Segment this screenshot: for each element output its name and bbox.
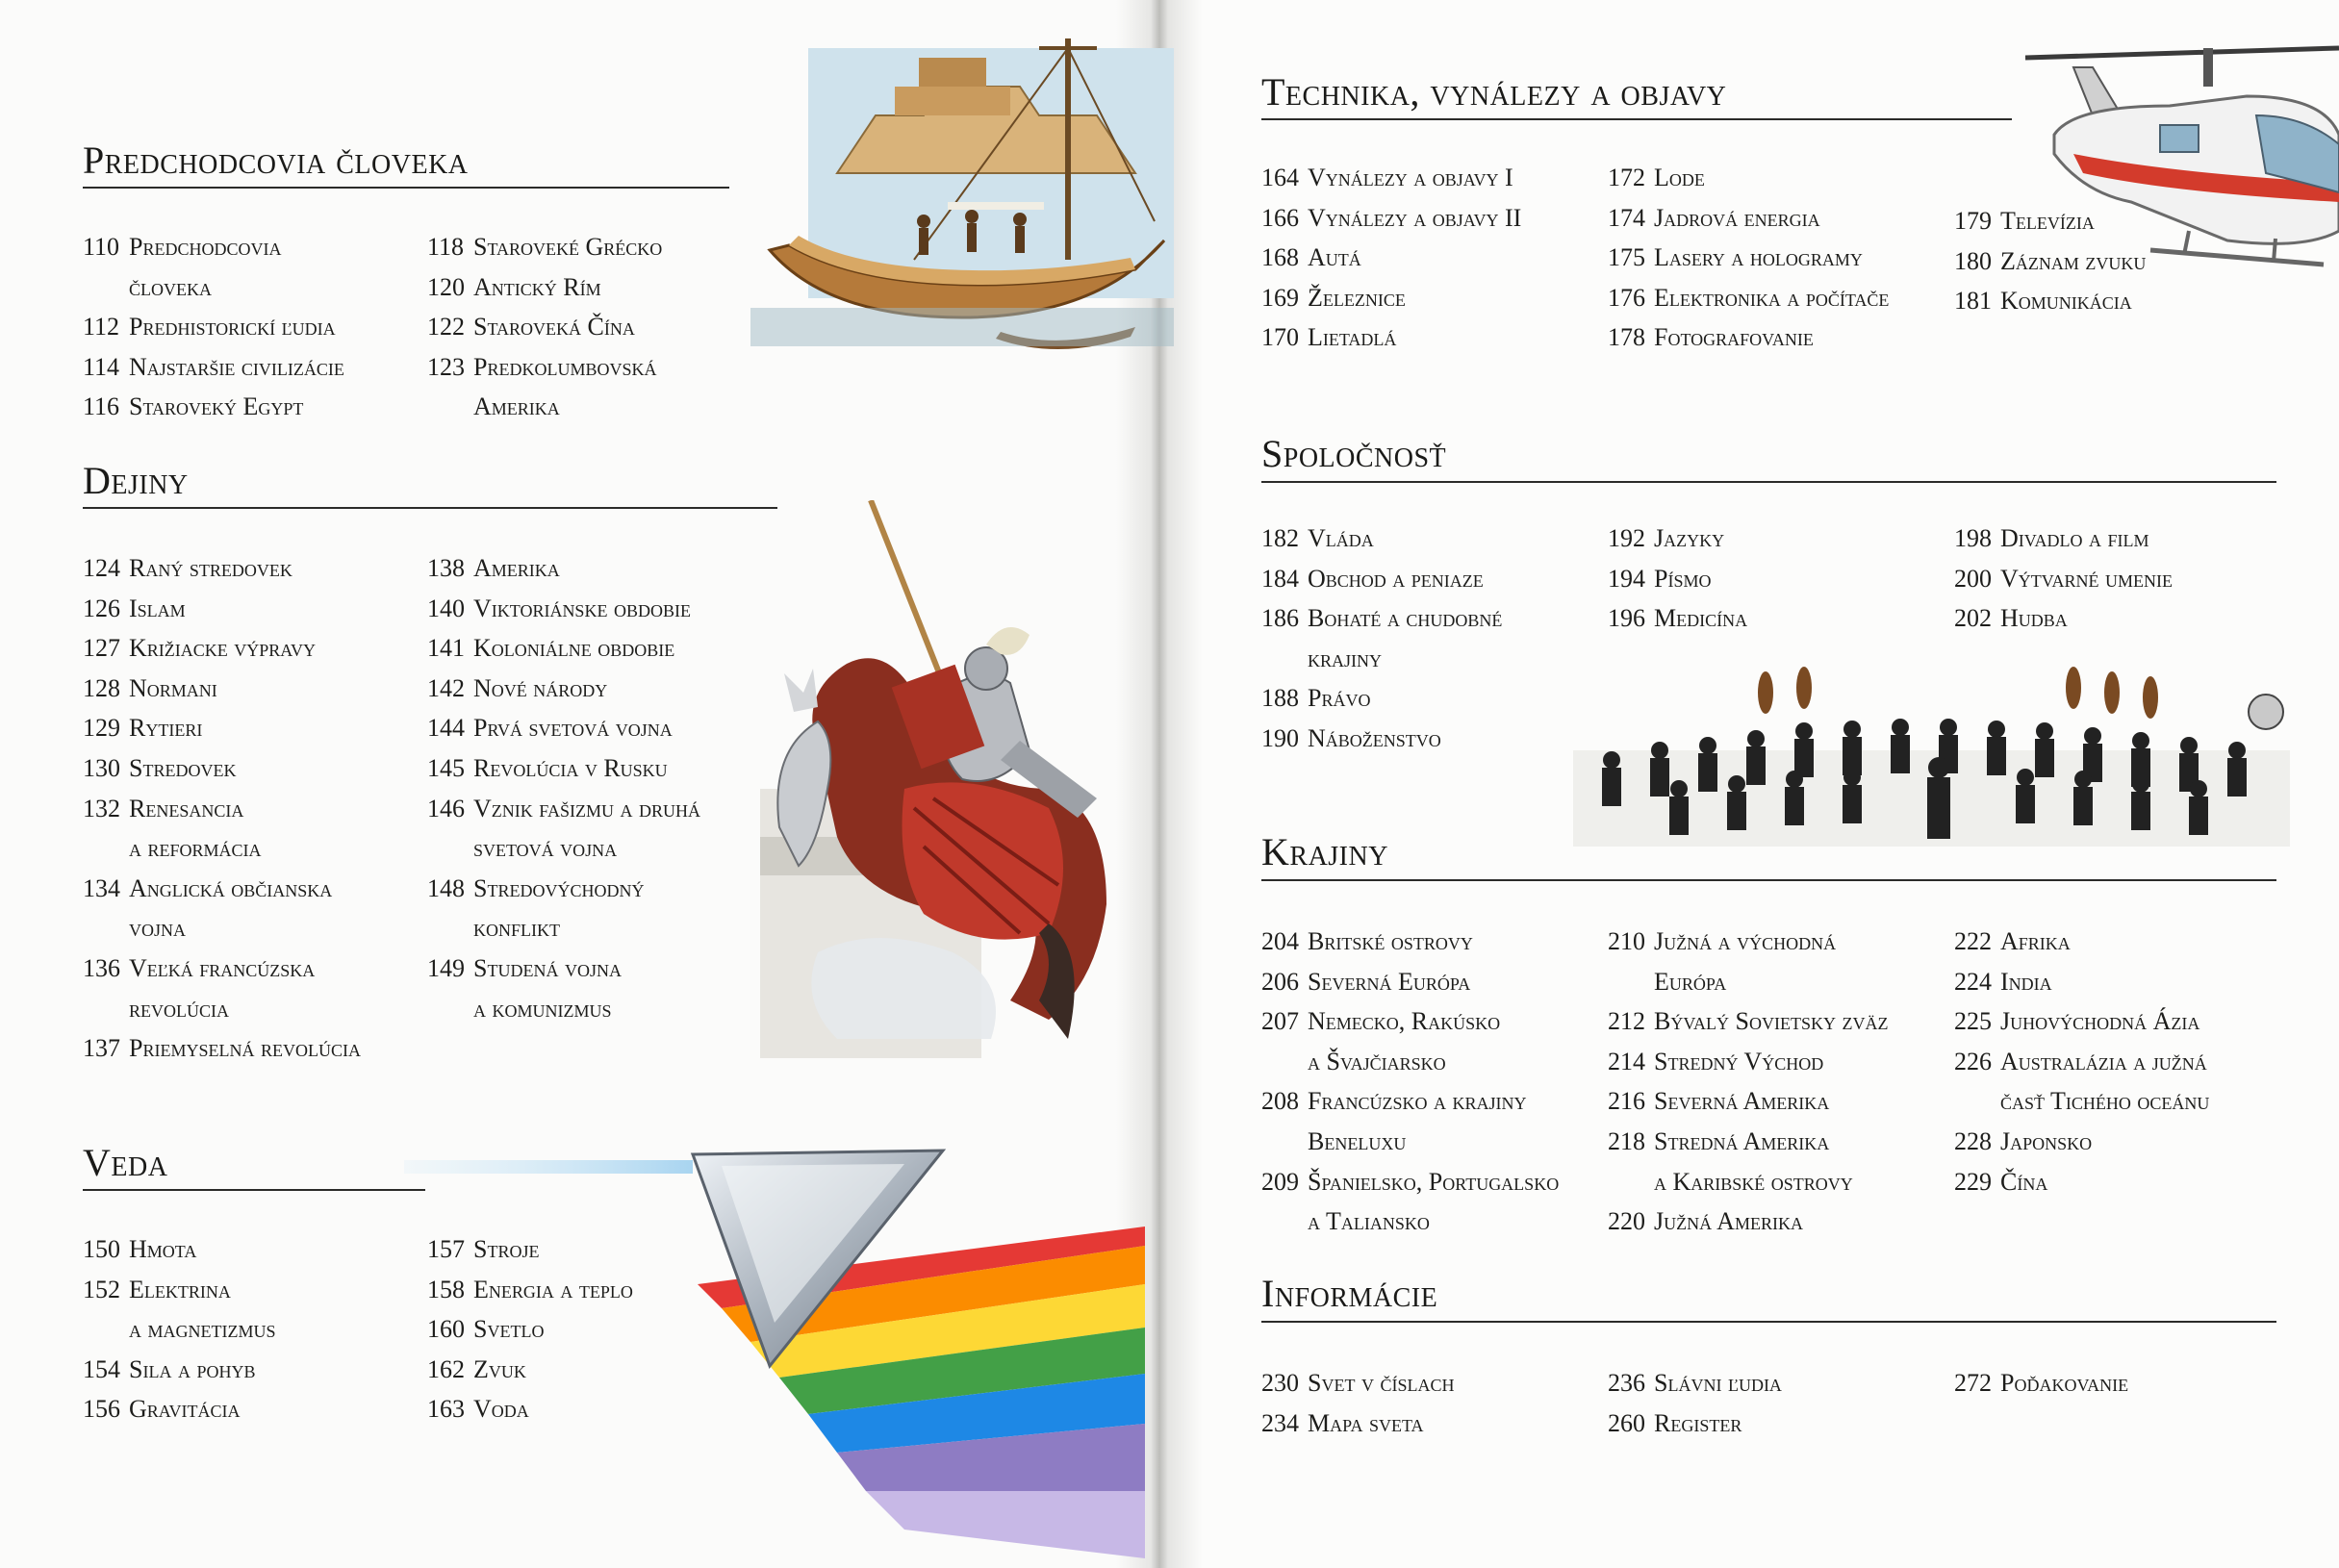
entry-title: Koloniálne obdobie	[473, 634, 675, 663]
page-number: 230	[1261, 1369, 1299, 1397]
page-number: 214	[1608, 1047, 1645, 1075]
toc-entry	[1261, 719, 1502, 759]
entry-title: Staroveké Grécko	[473, 233, 663, 261]
entry-title: Zvuk	[473, 1354, 526, 1383]
page-number: 209	[1261, 1167, 1299, 1196]
section-rule	[1261, 879, 2276, 881]
toc-entry	[83, 1270, 276, 1350]
page-number: 226	[1954, 1047, 1992, 1075]
toc-entry	[1608, 922, 1888, 1001]
toc-column	[1954, 922, 2209, 1201]
page-number: 210	[1608, 927, 1645, 955]
page-number: 260	[1608, 1408, 1645, 1437]
page-number: 196	[1608, 604, 1645, 633]
entry-title: Náboženstvo	[1308, 723, 1441, 752]
section-heading-veda: Veda	[83, 1141, 168, 1184]
page-number: 168	[1261, 243, 1299, 272]
section-rule	[1261, 118, 2012, 120]
page-number: 170	[1261, 323, 1299, 352]
toc-column	[1261, 518, 1502, 759]
entry-title: Afrika	[2000, 927, 2071, 955]
page-number: 222	[1954, 927, 1992, 955]
entry-title: Mapa sveta	[1308, 1408, 1424, 1437]
page-number: 202	[1954, 604, 1992, 633]
entry-title: Veľká francúzska revolúcia	[129, 953, 316, 1023]
page-number: 180	[1954, 246, 1992, 275]
toc-entry	[427, 948, 700, 1028]
entry-title: Vynálezy a objavy I	[1308, 164, 1513, 191]
entry-title: Predhistorickí ľudia	[129, 313, 336, 341]
toc-entry	[83, 748, 361, 789]
page-number: 212	[1608, 1007, 1645, 1036]
page-number: 132	[83, 794, 120, 822]
entry-title: Sila a pohyb	[129, 1354, 256, 1383]
entry-title: Staroveká Čína	[473, 313, 635, 341]
entry-title: Stredovýchodný konflikt	[473, 873, 645, 943]
page-number: 172	[1608, 164, 1645, 191]
entry-title: Rytieri	[129, 714, 203, 743]
entry-title: Stredný Východ	[1654, 1047, 1824, 1075]
page-number: 174	[1608, 203, 1645, 232]
entry-title: Register	[1654, 1408, 1742, 1437]
page-number: 152	[83, 1275, 120, 1303]
toc-entry	[1608, 1081, 1888, 1122]
entry-title: Predchodcovia človeka	[129, 233, 282, 301]
entry-title: Prvá svetová vojna	[473, 714, 673, 743]
page-number: 188	[1261, 684, 1299, 713]
entry-title: Amerika	[473, 554, 560, 582]
entry-title: Predkolumbovská Amerika	[473, 352, 657, 421]
knight-illustration	[760, 500, 1145, 1058]
entry-title: Vláda	[1308, 524, 1374, 552]
toc-entry	[83, 1389, 276, 1429]
toc-entry	[83, 1350, 276, 1390]
toc-column	[1261, 1363, 1454, 1443]
page-number: 164	[1261, 164, 1299, 191]
section-heading-krajiny: Krajiny	[1261, 830, 1388, 873]
entry-title: Medicína	[1654, 604, 1748, 633]
section-rule	[83, 1189, 425, 1191]
entry-title: Záznam zvuku	[2000, 246, 2147, 275]
page-number: 129	[83, 714, 120, 743]
toc-entry	[427, 708, 700, 748]
toc-entry	[427, 548, 700, 589]
page-number: 149	[427, 953, 465, 982]
toc-entry	[427, 347, 662, 427]
toc-column	[427, 548, 700, 1028]
page-number: 136	[83, 953, 120, 982]
toc-entry	[427, 589, 700, 629]
toc-entry	[1954, 559, 2173, 599]
toc-column	[83, 548, 361, 1069]
toc-entry	[1954, 518, 2173, 559]
page-number: 146	[427, 794, 465, 822]
entry-title: Hudba	[2000, 604, 2068, 633]
page-number: 114	[83, 352, 120, 381]
toc-entry	[83, 948, 361, 1028]
toc-entry	[83, 1028, 361, 1069]
entry-title: Elektronika a počítače	[1654, 283, 1890, 312]
entry-title: Svet v číslach	[1308, 1369, 1455, 1397]
toc-entry	[427, 789, 700, 869]
entry-title: Lode	[1654, 164, 1705, 191]
toc-entry	[427, 748, 700, 789]
toc-entry	[1954, 1363, 2128, 1404]
page-number: 142	[427, 673, 465, 702]
toc-entry	[1608, 278, 1889, 318]
page-number: 127	[83, 634, 120, 663]
page-number: 130	[83, 753, 120, 782]
toc-entry	[1954, 598, 2173, 639]
page-number: 234	[1261, 1408, 1299, 1437]
toc-column	[1608, 158, 1889, 358]
entry-title: Japonsko	[2000, 1126, 2093, 1155]
page-number: 190	[1261, 723, 1299, 752]
toc-entry	[83, 1229, 276, 1270]
page-number: 194	[1608, 564, 1645, 593]
page-number: 204	[1261, 927, 1299, 955]
page-number: 150	[83, 1235, 120, 1263]
page-number: 141	[427, 634, 465, 663]
page-number: 128	[83, 673, 120, 702]
entry-title: Staroveký Egypt	[129, 392, 304, 421]
toc-entry	[1261, 518, 1502, 559]
entry-title: Lasery a hologramy	[1654, 243, 1863, 272]
page-number: 112	[83, 313, 120, 341]
entry-title: Voda	[473, 1395, 529, 1424]
entry-title: Revolúcia v Rusku	[473, 753, 668, 782]
entry-title: Južná Amerika	[1654, 1207, 1803, 1236]
toc-entry	[1261, 158, 1521, 198]
entry-title: Gravitácia	[129, 1395, 241, 1424]
page-number: 157	[427, 1235, 465, 1263]
entry-title: Komunikácia	[2000, 287, 2132, 316]
toc-entry	[1608, 317, 1889, 358]
toc-entry	[427, 669, 700, 709]
page-number: 216	[1608, 1087, 1645, 1116]
entry-title: Elektrina a magnetizmus	[129, 1275, 276, 1344]
page-number: 124	[83, 554, 120, 582]
toc-entry	[1954, 922, 2209, 962]
page-number: 138	[427, 554, 465, 582]
entry-title: Obchod a peniaze	[1308, 564, 1484, 593]
entry-title: Raný stredovek	[129, 554, 292, 582]
entry-title: Slávni ľudia	[1654, 1369, 1782, 1397]
entry-title: Renesancia a reformácia	[129, 794, 262, 863]
entry-title: Nové národy	[473, 673, 608, 702]
toc-entry	[83, 387, 344, 427]
page-number: 200	[1954, 564, 1992, 593]
toc-column	[1608, 922, 1888, 1242]
toc-entry	[1954, 281, 2146, 321]
section-heading-predchodcovia: Predchodcovia človeka	[83, 139, 469, 182]
toc-entry	[427, 267, 662, 308]
entry-title: Železnice	[1308, 283, 1406, 312]
toc-column	[427, 227, 662, 427]
page-number: 166	[1261, 203, 1299, 232]
entry-title: Normani	[129, 673, 217, 702]
toc-column	[1261, 158, 1521, 358]
page-number: 163	[427, 1395, 465, 1424]
page-number: 181	[1954, 287, 1992, 316]
toc-entry	[427, 628, 700, 669]
entry-title: India	[2000, 967, 2052, 996]
entry-title: Jadrová energia	[1654, 203, 1820, 232]
entry-title: Vznik fašizmu a druhá svetová vojna	[473, 794, 700, 863]
toc-entry	[1608, 598, 1747, 639]
page-number: 122	[427, 313, 465, 341]
toc-entry	[83, 789, 361, 869]
entry-title: Severná Európa	[1308, 967, 1471, 996]
entry-title: Južná a východná Európa	[1654, 927, 1837, 996]
toc-entry	[1261, 238, 1521, 278]
orchestra-illustration	[1573, 654, 2290, 847]
page-number: 175	[1608, 243, 1645, 272]
page-number: 169	[1261, 283, 1299, 312]
toc-entry	[427, 227, 662, 267]
toc-column	[83, 227, 344, 427]
toc-entry	[1954, 1122, 2209, 1162]
page-number: 158	[427, 1275, 465, 1303]
page-number: 228	[1954, 1126, 1992, 1155]
page-number: 137	[83, 1034, 120, 1063]
toc-column	[1954, 518, 2173, 639]
entry-title: Priemyselná revolúcia	[129, 1034, 361, 1063]
toc-entry	[1608, 1201, 1888, 1242]
page-number: 145	[427, 753, 465, 782]
toc-entry	[1608, 198, 1889, 239]
toc-entry	[1261, 317, 1521, 358]
entry-title: Poďakovanie	[2000, 1369, 2129, 1397]
entry-title: Hmota	[129, 1235, 197, 1263]
entry-title: Francúzsko a krajiny Beneluxu	[1308, 1087, 1527, 1155]
toc-entry	[1608, 238, 1889, 278]
toc-entry	[1261, 962, 1559, 1002]
toc-entry	[1261, 1081, 1559, 1161]
toc-entry	[1608, 559, 1747, 599]
toc-column	[1608, 518, 1747, 639]
section-rule	[1261, 1321, 2276, 1323]
page-number: 154	[83, 1354, 120, 1383]
section-heading-technika: Technika, vynálezy a objavy	[1261, 70, 1727, 114]
entry-title: Stredovek	[129, 753, 237, 782]
toc-entry	[83, 548, 361, 589]
section-rule	[83, 187, 729, 189]
toc-entry	[1954, 1042, 2209, 1122]
page-number: 236	[1608, 1369, 1645, 1397]
toc-entry	[1608, 518, 1747, 559]
entry-title: Písmo	[1654, 564, 1712, 593]
page-number: 123	[427, 352, 465, 381]
page-number: 176	[1608, 283, 1645, 312]
ancient-ship-illustration	[750, 29, 1174, 366]
page-number: 198	[1954, 524, 1992, 552]
toc-entry	[1261, 1363, 1454, 1404]
toc-entry	[83, 628, 361, 669]
entry-title: Svetlo	[473, 1315, 545, 1344]
helicopter-illustration	[2016, 10, 2339, 269]
entry-title: Bývalý Sovietsky zväz	[1654, 1007, 1889, 1036]
page-number: 207	[1261, 1007, 1299, 1036]
page-number: 118	[427, 233, 465, 261]
page-number: 229	[1954, 1167, 1992, 1196]
entry-title: Autá	[1308, 243, 1361, 272]
toc-entry	[83, 227, 344, 307]
entry-title: Viktoriánske obdobie	[473, 594, 691, 622]
page-number: 110	[83, 233, 120, 261]
prism-spectrum-illustration	[404, 1106, 1155, 1568]
page-number: 225	[1954, 1007, 1992, 1036]
toc-entry	[1261, 1162, 1559, 1242]
toc-entry	[1261, 278, 1521, 318]
entry-title: Nemecko, Rakúsko a Švajčiarsko	[1308, 1007, 1501, 1075]
entry-title: Stroje	[473, 1235, 540, 1263]
toc-column	[1261, 922, 1559, 1242]
toc-entry	[1261, 598, 1502, 678]
toc-column	[1608, 1363, 1782, 1443]
entry-title: Križiacke výpravy	[129, 634, 316, 663]
toc-column	[83, 1229, 276, 1429]
entry-title: Vynálezy a objavy II	[1308, 203, 1522, 232]
toc-entry	[427, 307, 662, 347]
entry-title: Lietadlá	[1308, 323, 1397, 352]
toc-entry	[1261, 1001, 1559, 1081]
page-number: 178	[1608, 323, 1645, 352]
entry-title: Jazyky	[1654, 524, 1725, 552]
toc-entry	[1954, 1162, 2209, 1202]
toc-entry	[1608, 158, 1889, 198]
entry-title: Bohaté a chudobné krajiny	[1308, 604, 1503, 672]
entry-title: Islam	[129, 594, 186, 622]
toc-entry	[83, 307, 344, 347]
entry-title: Fotografovanie	[1654, 323, 1814, 352]
entry-title: Stredná Amerika a Karibské ostrovy	[1654, 1126, 1853, 1196]
entry-title: Australázia a južná časť Tichého oceánu	[2000, 1047, 2210, 1116]
entry-title: Juhovýchodná Ázia	[2000, 1007, 2200, 1036]
page-number: 272	[1954, 1369, 1992, 1397]
entry-title: Právo	[1308, 684, 1371, 713]
page-number: 206	[1261, 967, 1299, 996]
section-heading-informacie: Informácie	[1261, 1272, 1438, 1315]
section-rule	[1261, 481, 2276, 483]
section-heading-spolocnost: Spoločnosť	[1261, 432, 1447, 475]
toc-entry	[83, 869, 361, 948]
toc-entry	[83, 708, 361, 748]
toc-entry	[1954, 962, 2209, 1002]
page-number: 224	[1954, 967, 1992, 996]
entry-title: Televízia	[2000, 207, 2095, 235]
page-number: 156	[83, 1395, 120, 1424]
toc-entry	[1261, 198, 1521, 239]
page-number: 208	[1261, 1087, 1299, 1116]
toc-entry	[1261, 678, 1502, 719]
entry-title: Britské ostrovy	[1308, 927, 1473, 955]
entry-title: Výtvarné umenie	[2000, 564, 2173, 593]
toc-entry	[1608, 1042, 1888, 1082]
entry-title: Severná Amerika	[1654, 1087, 1830, 1116]
toc-entry	[83, 589, 361, 629]
entry-title: Energia a teplo	[473, 1275, 633, 1303]
page-number: 140	[427, 594, 465, 622]
page-number: 186	[1261, 604, 1299, 633]
section-heading-dejiny: Dejiny	[83, 459, 189, 502]
page-number: 192	[1608, 524, 1645, 552]
page-number: 160	[427, 1315, 465, 1344]
toc-entry	[1261, 922, 1559, 962]
entry-title: Antický Rím	[473, 272, 601, 301]
toc-column	[1954, 1363, 2128, 1404]
entry-title: Divadlo a film	[2000, 524, 2149, 552]
section-rule	[83, 507, 777, 509]
page-number: 144	[427, 714, 465, 743]
toc-entry	[83, 669, 361, 709]
page-number: 184	[1261, 564, 1299, 593]
page-number: 218	[1608, 1126, 1645, 1155]
entry-title: Studená vojna a komunizmus	[473, 953, 622, 1023]
toc-entry	[83, 347, 344, 388]
toc-entry	[1954, 1001, 2209, 1042]
entry-title: Čína	[2000, 1167, 2048, 1196]
toc-entry	[1608, 1363, 1782, 1404]
toc-entry	[1608, 1404, 1782, 1444]
toc-entry	[1261, 1404, 1454, 1444]
entry-title: Anglická občianska vojna	[129, 873, 333, 943]
page-number: 120	[427, 272, 465, 301]
page-number: 126	[83, 594, 120, 622]
page-number: 148	[427, 873, 465, 902]
page-number: 179	[1954, 207, 1992, 235]
page-number: 162	[427, 1354, 465, 1383]
entry-title: Španielsko, Portugalsko a Taliansko	[1308, 1167, 1560, 1236]
page-number: 116	[83, 392, 120, 421]
page-number: 220	[1608, 1207, 1645, 1236]
page-number: 182	[1261, 524, 1299, 552]
entry-title: Najstaršie civilizácie	[129, 352, 344, 381]
toc-entry	[1608, 1001, 1888, 1042]
page-number: 134	[83, 873, 120, 902]
toc-entry	[1261, 559, 1502, 599]
toc-entry	[427, 869, 700, 948]
toc-entry	[1608, 1122, 1888, 1201]
